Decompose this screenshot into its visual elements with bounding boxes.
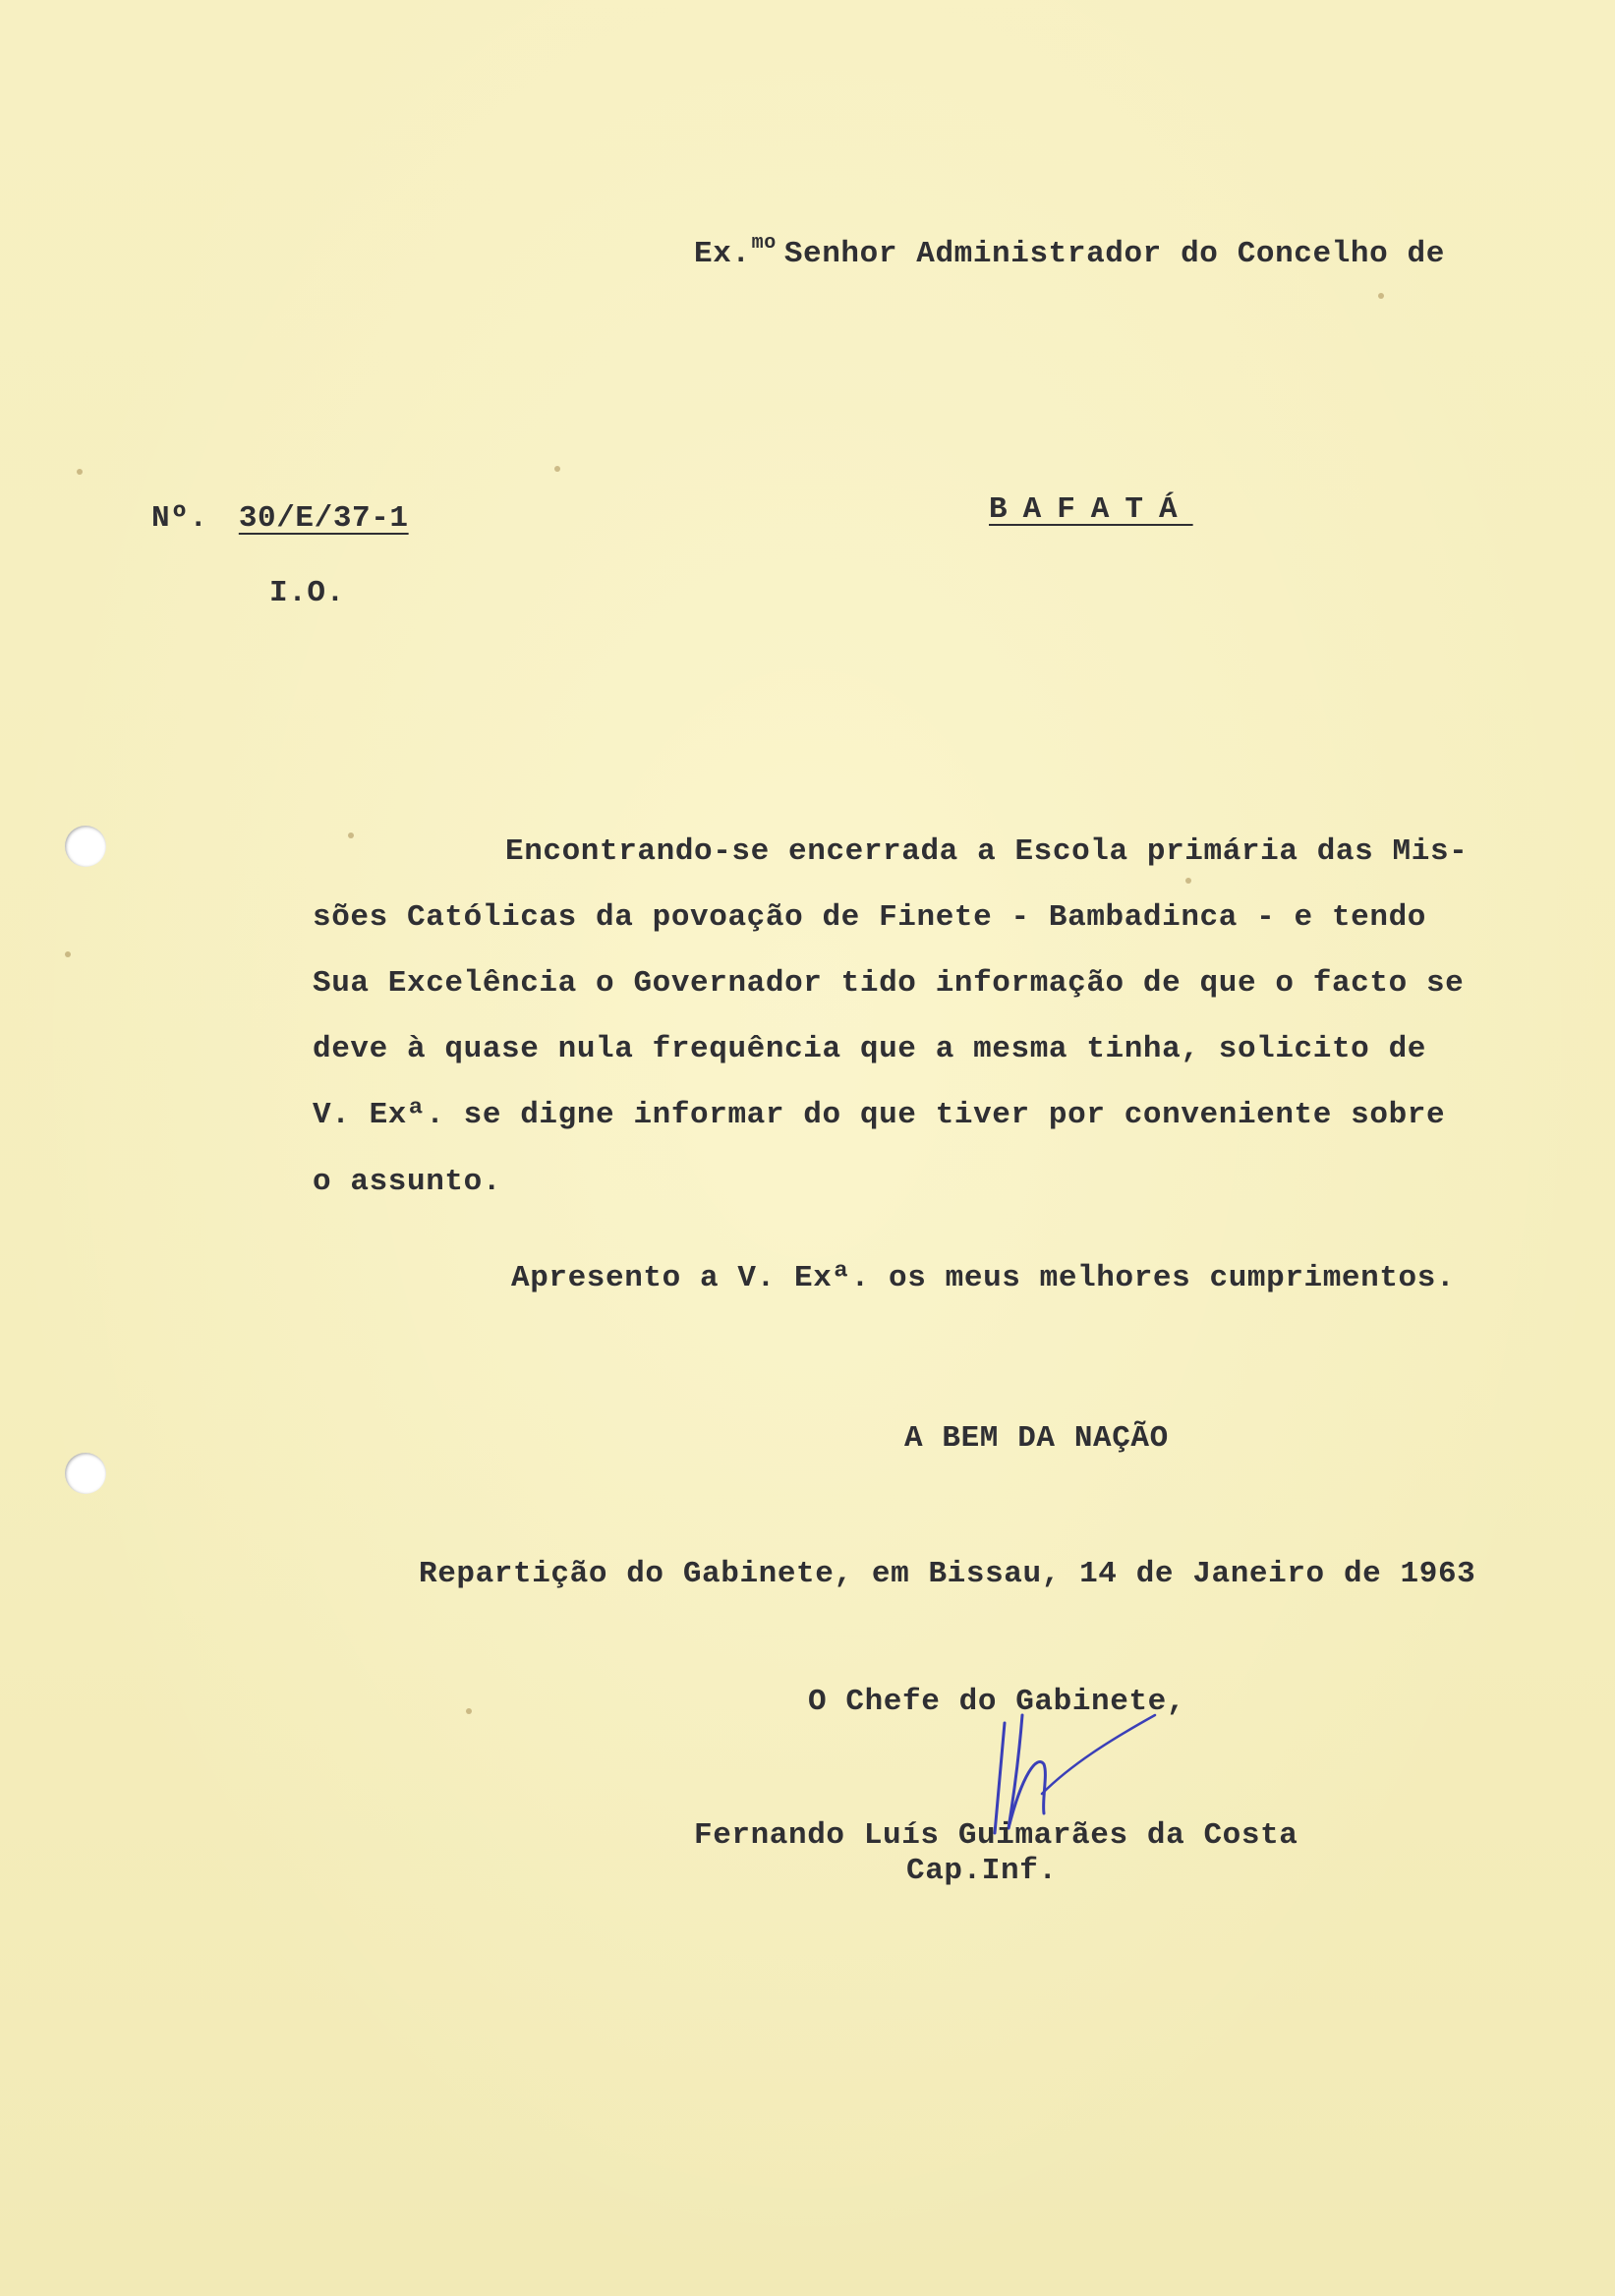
paper-speck — [65, 951, 71, 957]
body-line: sões Católicas da povoação de Finete - Bambadinca - e tendo — [313, 900, 1426, 935]
paper-speck — [554, 466, 560, 472]
motto: A BEM DA NAÇÃO — [904, 1421, 1169, 1456]
signature-role: O Chefe do Gabinete, — [808, 1685, 1186, 1719]
signatory-rank: Cap.Inf. — [906, 1854, 1058, 1888]
body-line: o assunto. — [313, 1165, 502, 1199]
paper-speck — [77, 469, 83, 475]
addressee-line — [694, 234, 1445, 269]
closing-line: Apresento a V. Exª. os meus melhores cumprimentos. — [511, 1261, 1456, 1295]
destination: BAFATÁ — [989, 492, 1193, 527]
paper-speck — [466, 1708, 472, 1714]
paper-speck — [348, 832, 354, 838]
addressee-prefix: Ex. — [694, 237, 751, 271]
addressee-text: Senhor Administrador do Concelho de — [783, 237, 1445, 271]
addressee-superscript: mo — [751, 232, 777, 255]
signatory-name: Fernando Luís Guimarães da Costa — [694, 1818, 1298, 1853]
punch-hole-top — [65, 826, 106, 867]
place-date: Repartição do Gabinete, em Bissau, 14 de Janeiro de 1963 — [419, 1557, 1476, 1591]
paper-speck — [1185, 878, 1191, 884]
body-line: Sua Excelência o Governador tido informação de que o facto se — [313, 966, 1465, 1001]
reference-label: Nº. — [151, 501, 208, 536]
paper-speck — [1378, 293, 1384, 299]
body-line: deve à quase nula frequência que a mesma tinha, solicito de — [313, 1032, 1426, 1066]
reference-number: 30/E/37-1 — [238, 501, 409, 536]
body-line: V. Exª. se digne informar do que tiver por conveniente sobre — [313, 1098, 1446, 1132]
reference-line — [151, 503, 409, 534]
punch-hole-bottom — [65, 1453, 106, 1494]
reference-section: I.O. — [269, 576, 345, 610]
body-line: Encontrando-se encerrada a Escola primária das Mis- — [505, 834, 1469, 869]
